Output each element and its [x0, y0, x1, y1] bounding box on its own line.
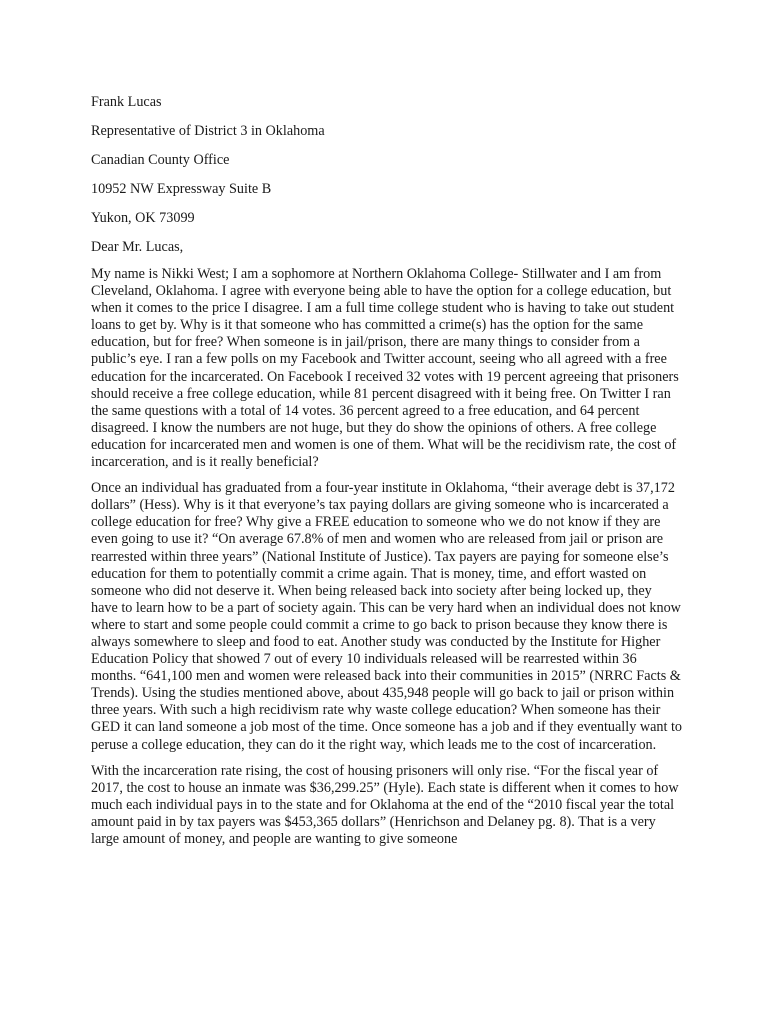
recipient-city: Yukon, OK 73099: [91, 210, 195, 226]
recipient-name: Frank Lucas: [91, 94, 162, 110]
body-paragraph-recidivism: Once an individual has graduated from a four-year institute in Oklahoma, “their average debt is 37,172 dollars” (Hess). Why is it that everyone’s tax paying dollars are giving someone who is incarcerated a college education for free? Why give a FREE education to someone who we do not know if they are even going to use it? “On average 67.8% of men and women who are released from jail or prison are rearrested within three years” (National Institute of Justice). Tax payers are paying for someone else’s education for them to potentially commit a crime again. That is money, time, and effort wasted on someone who did not deserve it. When being released back into society after being locked up, they have to learn how to be a part of society again. This can be very hard when an individual does not know where to start and some people could commit a crime to go back to prison because they know there is always somewhere to sleep and food to eat. Another study was conducted by the Institute for Higher Education Policy that showed 7 out of every 10 individuals released will be rearrested within 36 months. “641,100 men and women were released back into their communities in 2015” (NRRC Facts & Trends). Using the studies mentioned above, about 435,948 people will go back to jail or prison within three years. With such a high recidivism rate why waste college education? When someone has their GED it can land someone a job most of the time. Once someone has a job and if they eventually want to peruse a college education, they can do it the right way, which leads me to the cost of incarceration.: [91, 480, 682, 753]
recipient-street: 10952 NW Expressway Suite B: [91, 181, 272, 197]
recipient-office: Canadian County Office: [91, 152, 230, 168]
body-paragraph-intro: My name is Nikki West; I am a sophomore at Northern Oklahoma College- Stillwater and I am from Cleveland, Oklahoma. I agree with everyone being able to have the option for a college education, but when it comes to the price I disagree. I am a full time college student who is having to take out student loans to get by. Why is it that someone who has committed a crime(s) has the option for the same education, but for free? When someone is in jail/prison, there are many things to consider from a public’s eye. I ran a few polls on my Facebook and Twitter account, seeing who all agreed with a free education for the incarcerated. On Facebook I received 32 votes with 19 percent agreeing that prisoners should receive a free college education, while 81 percent disagreed with it being free. On Twitter I ran the same questions with a total of 14 votes. 36 percent agreed to a free education, and 64 percent disagreed. I know the numbers are not huge, but they do show the opinions of others. A free college education for incarcerated men and women is one of them. What will be the recidivism rate, the cost of incarceration, and is it really beneficial?: [91, 266, 679, 471]
body-paragraph-cost: With the incarceration rate rising, the cost of housing prisoners will only rise. “For the fiscal year of 2017, the cost to house an inmate was $36,299.25” (Hyle). Each state is different when it comes to how much each individual pays in to the state and for Oklahoma at the end of the “2010 fiscal year the total amount paid in by tax payers was $453,365 dollars” (Henrichson and Delaney pg. 8). That is a very large amount of money, and people are wanting to give someone: [91, 762, 679, 847]
recipient-title: Representative of District 3 in Oklahoma: [91, 123, 325, 139]
salutation: Dear Mr. Lucas,: [91, 239, 184, 255]
